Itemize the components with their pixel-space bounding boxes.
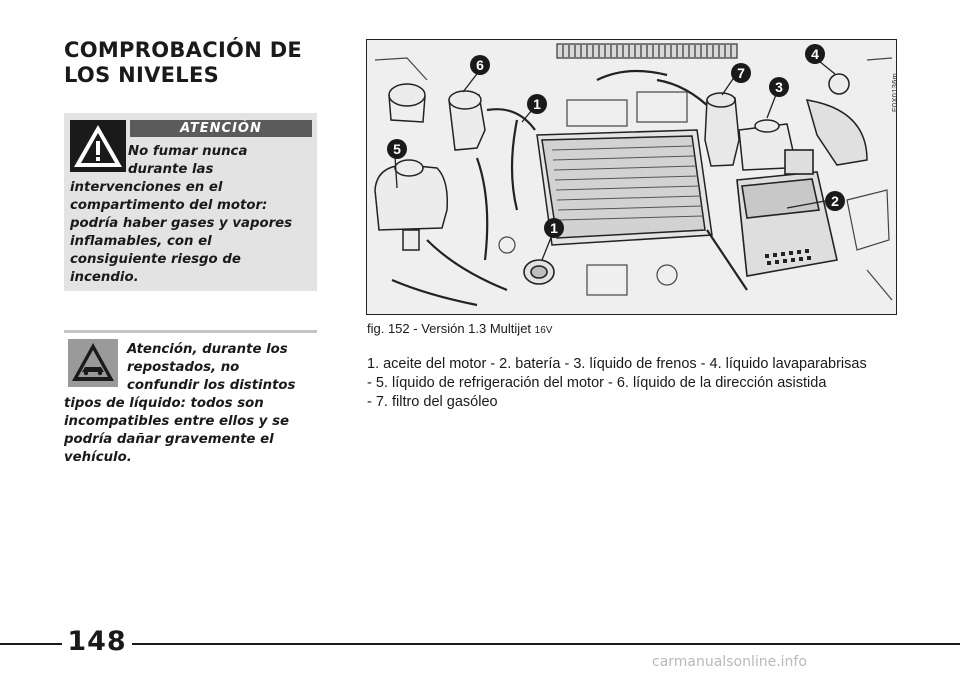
warning-2-line: vehículo. [64, 450, 132, 465]
section-title [64, 38, 324, 88]
page-number: 148 [67, 626, 127, 657]
callout-6: 6 [476, 57, 484, 73]
warning-2-line: repostados, no [127, 360, 240, 375]
warning-1-text-indented [128, 143, 308, 179]
callout-5: 5 [393, 141, 401, 157]
section-title-line-1: COMPROBACIÓN DE [64, 38, 303, 62]
callout-2: 2 [831, 193, 839, 209]
figure-caption-text: fig. 152 - Versión 1.3 Multijet [367, 321, 532, 336]
warning-triangle-icon [70, 120, 126, 172]
warning-2-line: confundir los distintos [127, 378, 296, 393]
callout-7: 7 [737, 65, 745, 81]
figure-code: F0X0136m [890, 72, 899, 112]
engine-illustration [367, 40, 896, 314]
callout-4: 4 [811, 46, 819, 62]
warning-1-line: No fumar nunca [128, 144, 248, 159]
warning-1-line: incendio. [70, 270, 139, 285]
figure-caption-suffix: 16V [534, 325, 553, 336]
warning-2-text-full [64, 395, 317, 467]
warning-1-line: podría haber gases y vapores [70, 216, 293, 231]
car-warning-triangle-icon [68, 339, 118, 387]
warning-1-line: inflamables, con el [70, 234, 212, 249]
footer-rule-right [132, 643, 960, 645]
warning-1-line: durante las [128, 162, 214, 177]
legend-line: 1. aceite del motor - 2. batería - 3. líquido de frenos - 4. líquido lavaparabrisas [367, 356, 867, 372]
warning-2-line: Atención, durante los [127, 342, 288, 357]
engine-compartment-figure [366, 39, 897, 315]
warning-1-line: compartimento del motor: [70, 198, 268, 213]
warning-1-text-full [70, 179, 316, 287]
callout-1-bottom: 1 [550, 220, 558, 236]
legend-line: - 7. filtro del gasóleo [367, 394, 498, 410]
callout-1-top: 1 [533, 96, 541, 112]
smoking-warning-box [64, 113, 317, 291]
warning-2-line: incompatibles entre ellos y se [64, 414, 290, 429]
callout-3: 3 [775, 79, 783, 95]
figure-caption [367, 321, 552, 336]
attention-banner: ATENCIÓN [130, 120, 312, 137]
warning-1-line: intervenciones en el [70, 180, 223, 195]
warning-2-line: podría dañar gravemente el [64, 432, 274, 447]
watermark: carmanualsonline.info [652, 654, 807, 670]
warning-2-line: tipos de líquido: todos son [64, 396, 264, 411]
section-title-line-2: LOS NIVELES [64, 63, 220, 87]
figure-legend [367, 355, 927, 412]
warning-1-line: consiguiente riesgo de [70, 252, 241, 267]
warning-2-divider [64, 330, 317, 333]
warning-2-text-indented [127, 341, 317, 395]
legend-line: - 5. líquido de refrigeración del motor - 6. líquido de la dirección asistida [367, 375, 827, 391]
footer-rule-left [0, 643, 62, 645]
